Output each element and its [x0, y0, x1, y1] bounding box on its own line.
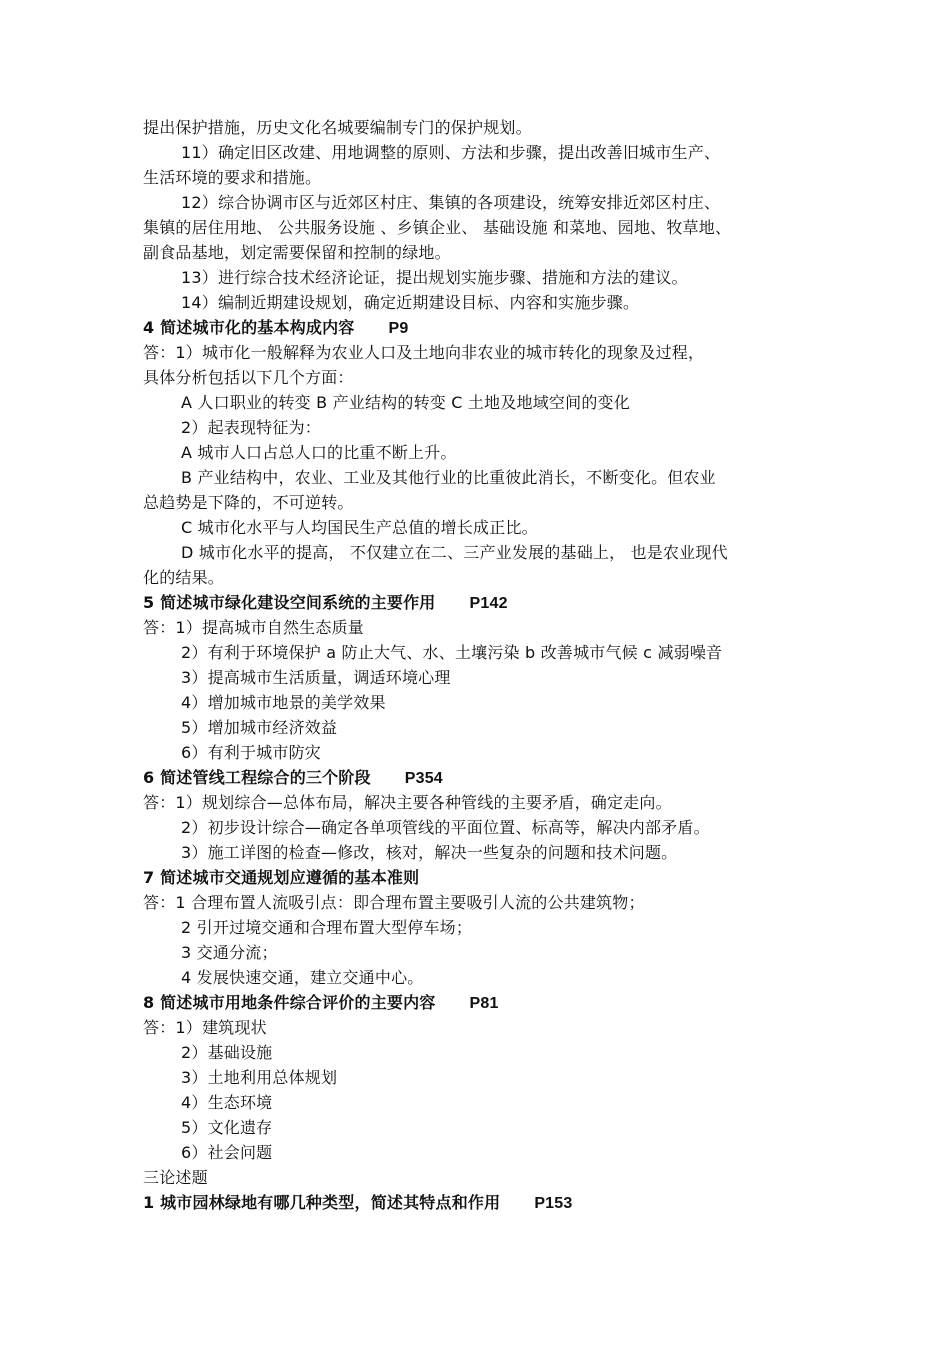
question-title: 1 城市园林绿地有哪几种类型，简述其特点和作用 — [143, 1193, 501, 1212]
list-item: 3）土地利用总体规划 — [181, 1068, 338, 1087]
list-item: 4 发展快速交通，建立交通中心。 — [181, 968, 424, 987]
question-heading — [143, 767, 443, 790]
question-title: 5 简述城市绿化建设空间系统的主要作用 — [143, 593, 436, 612]
question-title: 6 简述管线工程综合的三个阶段 — [143, 768, 371, 787]
list-item: B 产业结构中，农业、工业及其他行业的比重彼此消长，不断变化。但农业 — [181, 468, 716, 487]
text-line: 集镇的居住用地、 公共服务设施 、乡镇企业、 基础设施 和菜地、园地、牧草地、 — [143, 218, 732, 237]
list-item: A 人口职业的转变 B 产业结构的转变 C 土地及地域空间的变化 — [181, 393, 630, 412]
page-reference: P142 — [469, 595, 508, 612]
question-heading — [143, 992, 499, 1015]
list-item: 5）文化遗存 — [181, 1118, 273, 1137]
question-title: 7 简述城市交通规划应遵循的基本准则 — [143, 868, 420, 887]
text-line: 生活环境的要求和措施。 — [143, 168, 322, 187]
page-reference: P81 — [469, 995, 499, 1012]
list-item: 6）有利于城市防灾 — [181, 743, 321, 762]
list-item: 3 交通分流； — [181, 943, 278, 962]
list-item: 11）确定旧区改建、用地调整的原则、方法和步骤，提出改善旧城市生产、 — [181, 143, 721, 162]
text-line: 具体分析包括以下几个方面： — [143, 368, 354, 387]
question-heading — [143, 1192, 572, 1215]
answer-line: 答：1）规划综合—总体布局，解决主要各种管线的主要矛盾，确定走向。 — [143, 793, 672, 812]
list-item: 2 引开过境交通和合理布置大型停车场； — [181, 918, 473, 937]
list-item: 13）进行综合技术经济论证，提出规划实施步骤、措施和方法的建议。 — [181, 268, 688, 287]
text-line: 化的结果。 — [143, 568, 225, 587]
list-item: A 城市人口占总人口的比重不断上升。 — [181, 443, 457, 462]
text-line: 副食品基地，划定需要保留和控制的绿地。 — [143, 243, 451, 262]
answer-line: 答：1）城市化一般解释为农业人口及土地向非农业的城市转化的现象及过程， — [143, 343, 705, 362]
answer-line: 答：1）提高城市自然生态质量 — [143, 618, 364, 637]
question-title: 8 简述城市用地条件综合评价的主要内容 — [143, 993, 436, 1012]
list-item: 2）初步设计综合—确定各单项管线的平面位置、标高等，解决内部矛盾。 — [181, 818, 710, 837]
text-line: 总趋势是下降的，不可逆转。 — [143, 493, 354, 512]
answer-line: 答：1 合理布置人流吸引点：即合理布置主要吸引人流的公共建筑物； — [143, 893, 645, 912]
list-item: 4）生态环境 — [181, 1093, 273, 1112]
list-item: 14）编制近期建设规划，确定近期建设目标、内容和实施步骤。 — [181, 293, 640, 312]
list-item: C 城市化水平与人均国民生产总值的增长成正比。 — [181, 518, 538, 537]
answer-line: 答：1）建筑现状 — [143, 1018, 267, 1037]
page-reference: P9 — [388, 320, 409, 337]
section-heading: 三论述题 — [143, 1168, 208, 1187]
list-item: 5）增加城市经济效益 — [181, 718, 338, 737]
question-title: 4 简述城市化的基本构成内容 — [143, 318, 355, 337]
list-item: 3）施工详图的检查—修改，核对，解决一些复杂的问题和技术问题。 — [181, 843, 678, 862]
page-reference: P153 — [534, 1195, 573, 1212]
list-item: 2）基础设施 — [181, 1043, 273, 1062]
page-reference: P354 — [404, 770, 443, 787]
list-item: 2）有利于环境保护 a 防止大气、水、土壤污染 b 改善城市气候 c 减弱噪音 — [181, 643, 723, 662]
list-item: 2）起表现特征为： — [181, 418, 321, 437]
list-item: D 城市化水平的提高， 不仅建立在二、三产业发展的基础上， 也是农业现代 — [181, 543, 728, 562]
list-item: 6）社会问题 — [181, 1143, 273, 1162]
list-item: 12）综合协调市区与近郊区村庄、集镇的各项建设，统筹安排近郊区村庄、 — [181, 193, 721, 212]
text-line: 提出保护措施，历史文化名城要编制专门的保护规划。 — [143, 118, 532, 137]
question-heading — [143, 867, 419, 889]
question-heading — [143, 592, 508, 615]
list-item: 3）提高城市生活质量，调适环境心理 — [181, 668, 451, 687]
question-heading — [143, 317, 409, 340]
list-item: 4）增加城市地景的美学效果 — [181, 693, 386, 712]
